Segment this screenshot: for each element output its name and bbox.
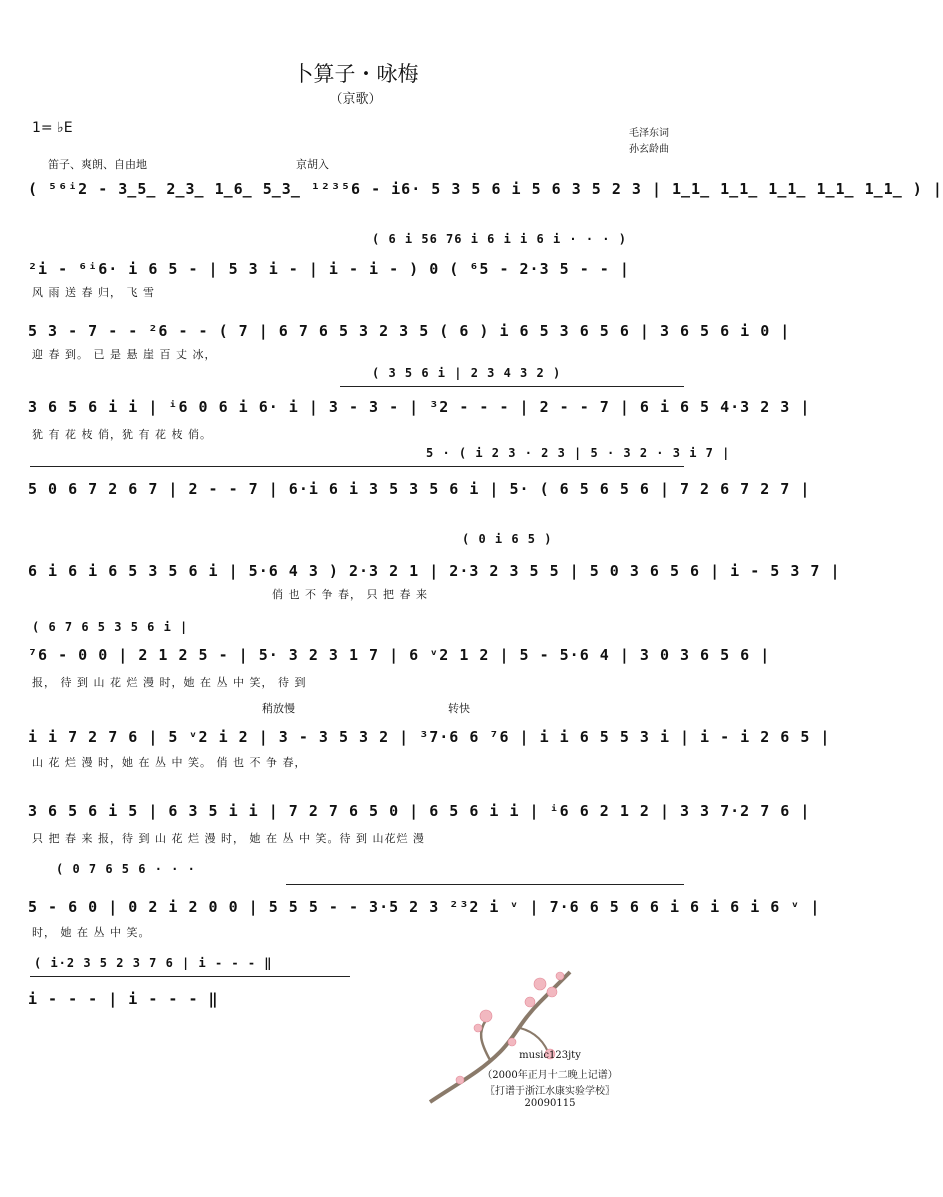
score-aux-10: ( 0 7 6 5 6 · · ·	[56, 862, 196, 876]
score-aux-5: 5 · ( i 2 3 · 2 3 | 5 · 3 2 · 3 i 7 |	[426, 446, 731, 460]
lyricist-credit: 毛泽东词	[629, 128, 669, 139]
lyrics-line-4: 犹 有 花 枝 俏，犹 有 花 枝 俏。	[32, 428, 212, 441]
key-signature: 1= ♭E	[32, 120, 73, 136]
lyrics-line-2: 风 雨 送 春 归， 飞 雪	[32, 286, 155, 299]
lyrics-line-7: 报， 待 到 山 花 烂 漫 时，她 在 丛 中 笑， 待 到	[32, 676, 307, 689]
lyrics-line-10: 时， 她 在 丛 中 笑。	[32, 926, 151, 939]
score-line-10: 5 - 6 0 | 0 2 i 2 0 0 | 5 5 5 - - 3·5 2 3 ²³2 i ᵛ | 7·6 6 5 6 6 i 6 i 6 i 6 ᵛ |	[28, 898, 821, 916]
lyrics-line-3: 迎 春 到。 已 是 悬 崖 百 丈 冰，	[32, 348, 217, 361]
date-stamp: 20090115	[524, 1098, 576, 1109]
score-line-5: 5 0 6 7 2 6 7 | 2 - - 7 | 6·i 6 i 3 5 3 5 6 i | 5· ( 6 5 6 5 6 | 7 2 6 7 2 7 |	[28, 480, 811, 498]
slower-direction: 稍放慢	[262, 702, 295, 715]
lyrics-line-8: 山 花 烂 漫 时，她 在 丛 中 笑。 俏 也 不 争 春，	[32, 756, 307, 769]
faster-direction: 转快	[448, 702, 470, 715]
school-note: 〖打谱于浙江水康实验学校〗	[485, 1086, 615, 1097]
intro-direction: 笛子、爽朗、自由地	[48, 158, 147, 171]
score-aux-6: ( 0 i 6 5 )	[462, 532, 553, 546]
phrase-slur	[30, 466, 684, 467]
score-aux-11: ( i·2 3 5 2 3 7 6 | i - - - ‖	[34, 956, 273, 970]
stamp-name: music123jty	[519, 1050, 581, 1061]
page-subtitle: （京歌）	[329, 92, 382, 107]
score-line-6: 6 i 6 i 6 5 3 5 6 i | 5·6 4 3 ) 2·3 2 1 | 2·3 2 3 5 5 | 5 0 3 6 5 6 | i - 5 3 7 |	[28, 562, 841, 580]
score-line-7: ⁷6 - 0 0 | 2 1 2 5 - | 5· 3 2 3 1 7 | 6 ᵛ2 1 2 | 5 - 5·6 4 | 3 0 3 6 5 6 |	[28, 646, 771, 664]
score-line-8: i i 7 2 7 6 | 5 ᵛ2 i 2 | 3 - 3 5 3 2 | ³7·6 6 ⁷6 | i i 6 5 5 3 i | i - i 2 6 5 |	[28, 728, 831, 746]
score-aux-4: ( 3 5 6 i | 2 3 4 3 2 )	[372, 366, 562, 380]
score-line-11: i - - - | i - - - ‖	[28, 990, 219, 1008]
phrase-slur	[30, 976, 350, 977]
lyrics-line-6: 俏 也 不 争 春， 只 把 春 来	[272, 588, 428, 601]
page-title: 卜算子・咏梅	[292, 62, 419, 86]
phrase-slur	[340, 386, 684, 387]
score-line-3: 5 3 - 7 - - ²6 - - ( 7 | 6 7 6 5 3 2 3 5 ( 6 ) i 6 5 3 6 5 6 | 3 6 5 6 i 0 |	[28, 322, 791, 340]
phrase-slur	[286, 884, 684, 885]
lyrics-line-9: 只 把 春 来 报，待 到 山 花 烂 漫 时， 她 在 丛 中 笑。待 到 山花烂 漫	[32, 832, 425, 845]
jinghu-direction: 京胡入	[296, 158, 329, 171]
score-line-1: ( ⁵⁶ⁱ2 - 3̲5̲ 2̲3̲ 1̲6̲ 5̲3̲ ¹²³⁵6 - i6· 5 3 5 6 i 5 6 3 5 2 3 | 1̲1̲ 1̲1̲ 1̲1̲ 1̲1̲ 1̲1̲ ) |	[28, 180, 943, 198]
score-aux-7: ( 6 7 6 5 3 5 6 i |	[32, 620, 189, 634]
score-aux-2: ( 6 i 56 76 i 6 i i 6 i · · · )	[372, 232, 627, 246]
record-note: （2000年正月十二晚上记谱）	[482, 1070, 618, 1081]
score-line-4: 3 6 5 6 i i | ⁱ6 0 6 i 6· i | 3 - 3 - | ³2 - - - | 2 - - 7 | 6 i 6 5 4·3 2 3 |	[28, 398, 811, 416]
score-line-2: ²i - ⁶ⁱ6· i 6 5 - | 5 3 i - | i - i - ) 0 ( ⁶5 - 2·3 5 - - |	[28, 260, 630, 278]
composer-credit: 孙玄龄曲	[629, 144, 669, 155]
score-line-9: 3 6 5 6 i 5 | 6 3 5 i i | 7 2 7 6 5 0 | 6 5 6 i i | ⁱ6 6 2 1 2 | 3 3 7·2 7 6 |	[28, 802, 811, 820]
